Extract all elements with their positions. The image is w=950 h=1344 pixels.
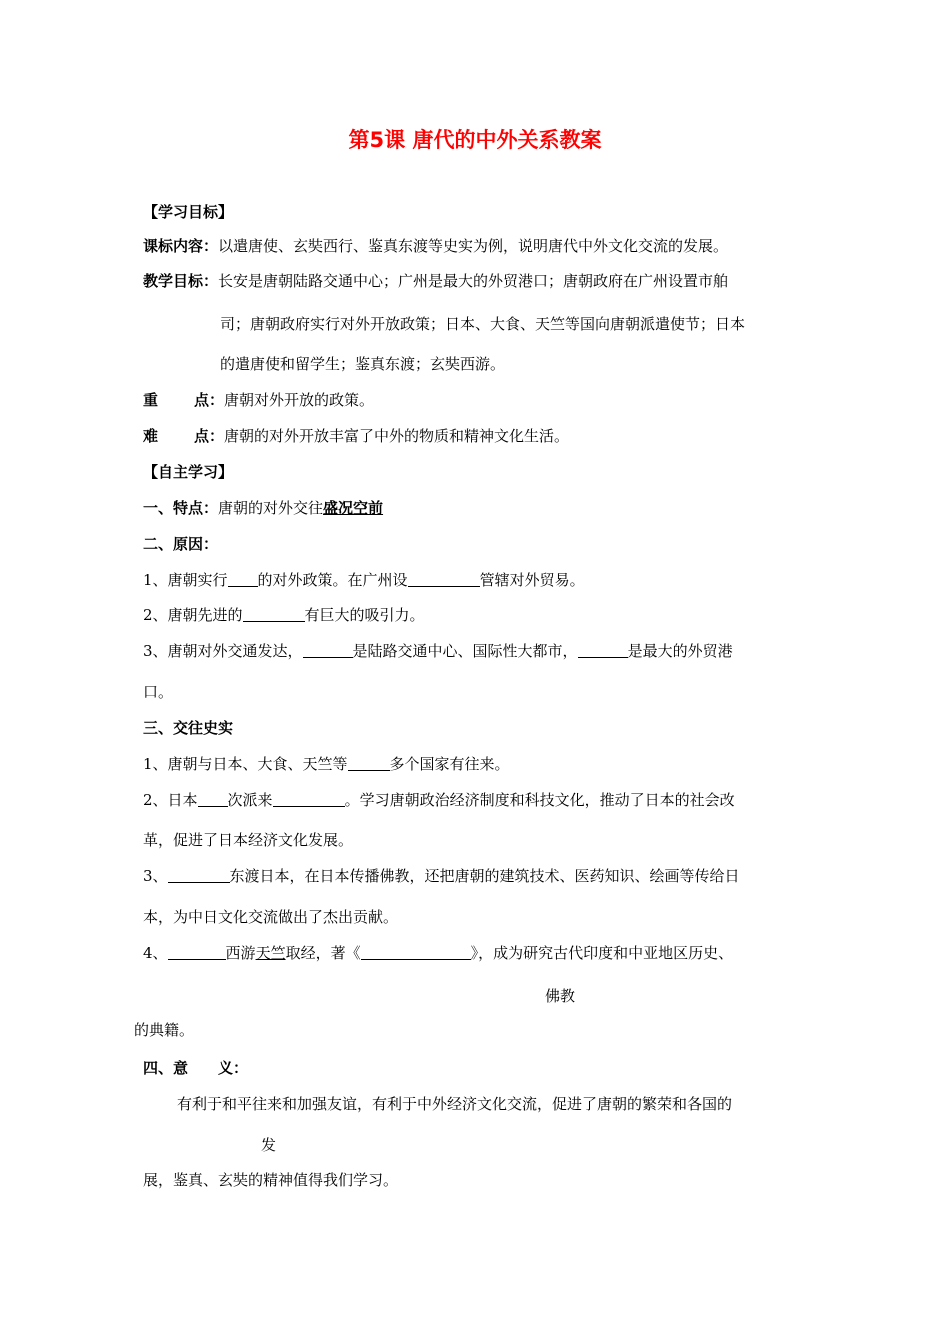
fact-item-4-buddhism: 佛教 bbox=[545, 987, 576, 1005]
reason-2-text-a: 2、唐朝先进的 bbox=[143, 606, 243, 624]
fact-3-text-a: 3、 bbox=[143, 867, 168, 885]
reason-item-3 bbox=[143, 641, 733, 661]
key-point bbox=[143, 390, 374, 410]
section-feature-text: 唐朝的对外交往 bbox=[218, 499, 324, 517]
fact-3-text-b: 东渡日本，在日本传播佛教，还把唐朝的建筑技术、医药知识、绘画等传给日 bbox=[229, 867, 740, 885]
teaching-goals bbox=[143, 271, 728, 291]
difficulty-label-a: 难 bbox=[143, 427, 159, 445]
fact-item-1 bbox=[143, 754, 510, 774]
self-study-heading: 【自主学习】 bbox=[143, 463, 234, 481]
significance-line2: 发 bbox=[261, 1136, 277, 1154]
section-facts-heading: 三、交往史实 bbox=[143, 719, 234, 737]
section-reasons-heading: 二、原因： bbox=[143, 535, 219, 553]
significance-line3: 展，鉴真、玄奘的精神值得我们学习。 bbox=[143, 1171, 399, 1189]
fact-item-3-cont: 本，为中日文化交流做出了杰出贡献。 bbox=[143, 908, 399, 926]
reason-1-text-c: 管辖对外贸易。 bbox=[479, 571, 585, 589]
key-point-label-b: 点： bbox=[194, 391, 225, 409]
fill-blank[interactable] bbox=[168, 944, 226, 960]
reason-3-text-c: 是最大的外贸港 bbox=[627, 642, 733, 660]
fill-blank[interactable] bbox=[408, 571, 480, 587]
curriculum-standard-label: 课标内容： bbox=[143, 237, 219, 255]
key-point-label-a: 重 bbox=[143, 391, 159, 409]
fact-1-text-a: 1、唐朝与日本、大食、天竺等 bbox=[143, 755, 348, 773]
curriculum-standard bbox=[143, 236, 728, 256]
fill-blank[interactable] bbox=[348, 755, 390, 771]
fill-blank[interactable] bbox=[168, 867, 230, 883]
section-feature-answer: 盛况空前 bbox=[323, 499, 384, 517]
reason-item-3-cont: 口。 bbox=[143, 683, 174, 701]
fact-item-4 bbox=[143, 943, 733, 963]
reason-2-text-b: 有巨大的吸引力。 bbox=[304, 606, 425, 624]
teaching-goals-label: 教学目标： bbox=[143, 272, 219, 290]
reason-item-2 bbox=[143, 605, 425, 625]
fact-item-2-cont: 革，促进了日本经济文化发展。 bbox=[143, 831, 354, 849]
fill-blank[interactable] bbox=[198, 791, 228, 807]
curriculum-standard-text: 以遣唐使、玄奘西行、鉴真东渡等史实为例，说明唐代中外文化交流的发展。 bbox=[218, 237, 729, 255]
reason-3-text-a: 3、唐朝对外交通发达， bbox=[143, 642, 303, 660]
teaching-goals-line2: 司；唐朝政府实行对外开放政策；日本、大食、天竺等国向唐朝派遣使节；日本 bbox=[220, 315, 746, 333]
fact-2-text-c: 。学习唐朝政治经济制度和科技文化，推动了日本的社会改 bbox=[344, 791, 735, 809]
fill-blank[interactable] bbox=[361, 944, 471, 960]
fact-2-text-b: 次派来 bbox=[227, 791, 273, 809]
significance-line1: 有利于和平往来和加强友谊，有利于中外经济文化交流，促进了唐朝的繁荣和各国的 bbox=[177, 1095, 733, 1113]
reason-3-text-b: 是陆路交通中心、国际性大都市， bbox=[352, 642, 578, 660]
section-feature bbox=[143, 498, 383, 518]
fact-4-text-b: 西游 bbox=[225, 944, 256, 962]
fact-item-4-cont: 的典籍。 bbox=[134, 1021, 195, 1039]
fact-item-3 bbox=[143, 866, 740, 886]
fill-blank[interactable] bbox=[228, 571, 258, 587]
fact-2-text-a: 2、日本 bbox=[143, 791, 198, 809]
difficulty-text: 唐朝的对外开放丰富了中外的物质和精神文化生活。 bbox=[224, 427, 570, 445]
fact-4-text-d: 取经，著《 bbox=[285, 944, 361, 962]
fact-1-text-b: 多个国家有往来。 bbox=[389, 755, 510, 773]
fill-blank[interactable] bbox=[243, 606, 305, 622]
fill-blank[interactable] bbox=[273, 791, 345, 807]
reason-1-text-a: 1、唐朝实行 bbox=[143, 571, 228, 589]
fill-blank[interactable] bbox=[578, 642, 628, 658]
fill-blank[interactable] bbox=[303, 642, 353, 658]
section-feature-label: 一、特点： bbox=[143, 499, 219, 517]
teaching-goals-line3: 的遣唐使和留学生；鉴真东渡；玄奘西游。 bbox=[220, 355, 506, 373]
key-point-text: 唐朝对外开放的政策。 bbox=[224, 391, 375, 409]
fact-4-text-e: 》，成为研究古代印度和中亚地区历史、 bbox=[470, 944, 734, 962]
section-significance-heading: 四、意 义： bbox=[143, 1059, 249, 1077]
fact-4-text-a: 4、 bbox=[143, 944, 168, 962]
difficulty-label-b: 点： bbox=[194, 427, 225, 445]
teaching-goals-line1: 长安是唐朝陆路交通中心；广州是最大的外贸港口；唐朝政府在广州设置市舶 bbox=[218, 272, 729, 290]
difficulty bbox=[143, 426, 569, 446]
reason-1-text-b: 的对外政策。在广州设 bbox=[257, 571, 408, 589]
page-title: 第5课 唐代的中外关系教案 bbox=[348, 128, 602, 152]
fact-4-tianzhu: 天竺 bbox=[255, 944, 286, 962]
fact-item-2 bbox=[143, 790, 735, 810]
reason-item-1 bbox=[143, 570, 585, 590]
learning-goals-heading: 【学习目标】 bbox=[143, 203, 234, 221]
